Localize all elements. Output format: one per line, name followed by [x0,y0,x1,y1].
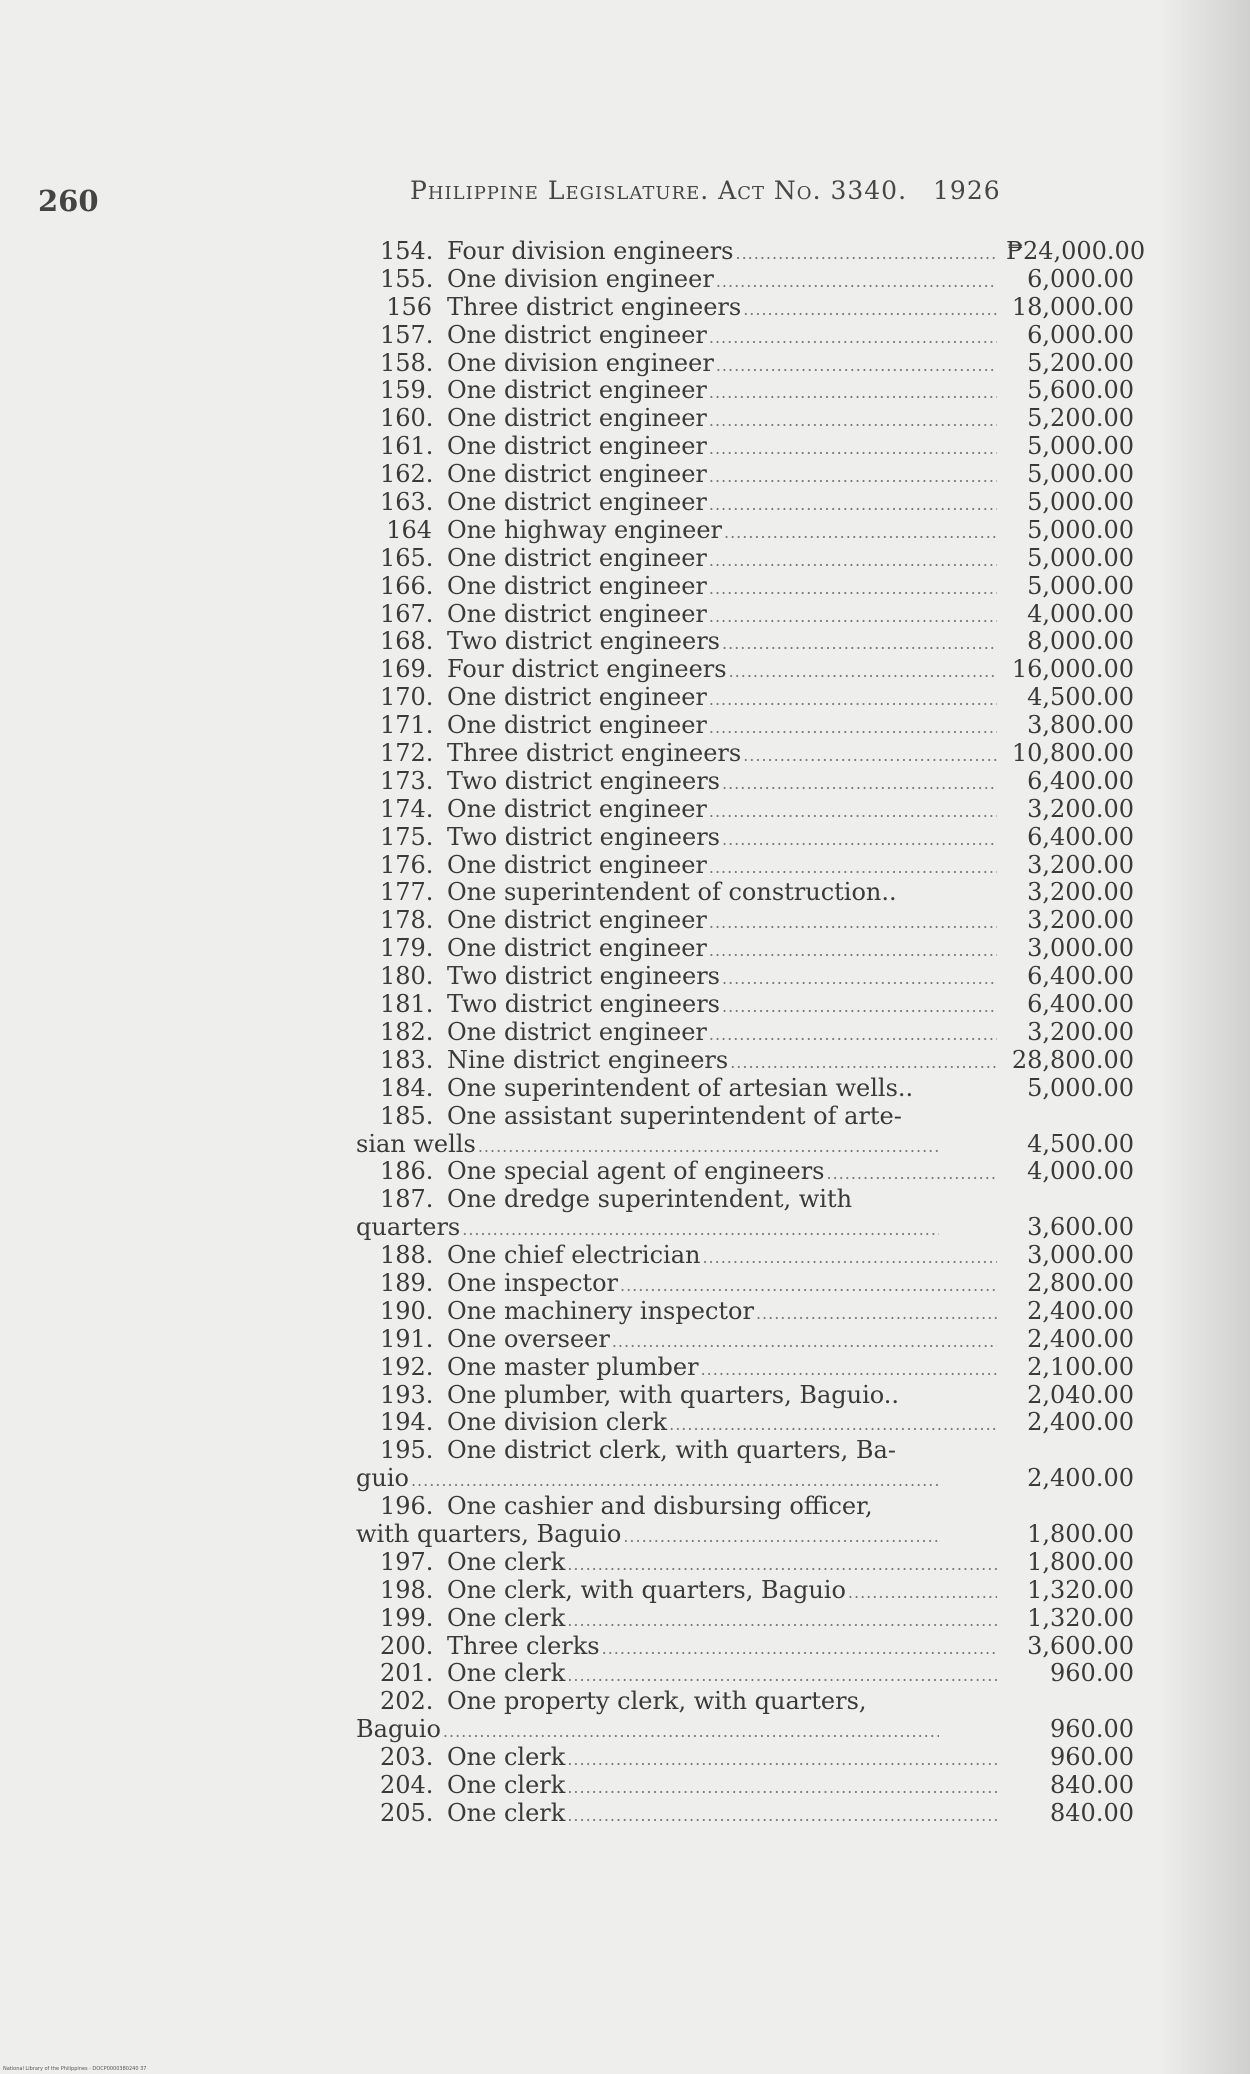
item-description: Three clerks ..... [447,1633,997,1663]
item-description: One division engineer ..... [447,266,997,296]
list-item [356,322,1138,350]
running-head-title: Philippine Legislature. Act No. 3340. [410,176,908,205]
item-amount: 4,000.00 [1027,599,1134,628]
item-number: 161. [380,432,434,461]
item-amount: 3,200.00 [1027,906,1134,935]
list-item [356,266,1138,294]
item-number: 202. [380,1687,434,1716]
item-number: 188. [380,1241,434,1270]
item-description: One district engineer ..... [447,684,997,714]
list-item [356,1744,1138,1772]
item-amount: 3,200.00 [1027,794,1134,823]
list-item [356,768,1138,796]
list-item [356,433,1138,461]
item-description: One machinery inspector ..... [447,1298,997,1328]
item-amount: 6,000.00 [1027,264,1134,293]
list-item [356,1605,1138,1633]
item-number: 167. [380,599,434,628]
item-amount: 16,000.00 [1011,655,1134,684]
item-description: One clerk, with quarters, Baguio ..... [447,1577,997,1607]
item-number: 176. [380,850,434,879]
item-description: guio ..... [356,1465,939,1495]
item-amount: 10,800.00 [1011,739,1134,768]
item-amount: 28,800.00 [1011,1045,1134,1074]
item-description: Three district engineers ..... [447,740,997,770]
list-item [356,1772,1138,1800]
item-amount: 3,000.00 [1027,1241,1134,1270]
item-description: One district engineer ..... [447,545,997,575]
item-amount: 5,000.00 [1027,488,1134,517]
item-description: One inspector ..... [447,1270,997,1300]
list-item [356,601,1138,629]
item-description: One clerk ..... [447,1772,997,1802]
item-amount: 1,320.00 [1027,1603,1134,1632]
item-description: One district engineer ..... [447,377,997,407]
list-item [356,1716,1138,1744]
footer-credit: National Library of the Philippines · DOCP0000380240 37 [3,2066,147,2072]
item-number: 179. [380,934,434,963]
page-edge-shadow [1160,0,1250,2074]
item-number: 173. [380,766,434,795]
item-amount: 3,600.00 [1027,1631,1134,1660]
item-description: One district engineer ..... [447,935,997,965]
item-description: One district engineer ..... [447,489,997,519]
item-description: One chief electrician ..... [447,1242,997,1272]
item-amount: 1,320.00 [1027,1575,1134,1604]
list-item [356,852,1138,880]
item-amount: 1,800.00 [1027,1519,1134,1548]
item-number: 183. [380,1045,434,1074]
list-item [356,796,1138,824]
list-item [356,1354,1138,1382]
list-item [356,1326,1138,1354]
running-head-year: 1926 [933,176,1001,205]
item-description: One property clerk, with quarters, [447,1688,867,1716]
list-item [356,963,1138,991]
item-number: 169. [380,655,434,684]
item-number: 201. [380,1659,434,1688]
item-description: One district engineer ..... [447,322,997,352]
item-amount: 4,500.00 [1027,1129,1134,1158]
list-item [356,991,1138,1019]
item-number: 164 [386,515,432,544]
item-number: 154. [380,237,434,265]
item-amount: 6,400.00 [1027,822,1134,851]
item-number: 175. [380,822,434,851]
item-description: Baguio ..... [356,1716,939,1746]
list-item [356,656,1138,684]
list-item [356,237,1146,266]
item-description: One clerk ..... [447,1660,997,1690]
list-item [356,712,1138,740]
item-description: One district clerk, with quarters, Ba- [447,1437,896,1465]
list-item [356,1131,1138,1159]
item-number: 157. [380,320,434,349]
item-amount: 18,000.00 [1011,292,1134,321]
item-description: One master plumber ..... [447,1354,997,1384]
item-amount: 840.00 [1050,1770,1134,1799]
item-description: One district engineer ..... [447,461,997,491]
item-description: One cashier and disbursing officer, [447,1493,873,1521]
item-description: sian wells ..... [356,1131,939,1161]
item-number: 165. [380,543,434,572]
item-amount: 1,800.00 [1027,1547,1134,1576]
list-item [356,1047,1138,1075]
item-description: One district engineer ..... [447,405,997,435]
item-amount: 4,000.00 [1027,1157,1134,1186]
item-amount: 5,200.00 [1027,404,1134,433]
item-description: One assistant superintendent of arte- [447,1102,902,1130]
item-description: One district engineer ..... [447,601,997,631]
item-amount: 2,400.00 [1027,1296,1134,1325]
item-description: One clerk ..... [447,1605,997,1635]
list-item [356,405,1138,433]
item-description: One superintendent of construction.. [447,879,897,907]
appropriation-list [356,237,1146,1828]
list-item [356,377,1138,405]
item-number: 174. [380,794,434,823]
list-item [356,1075,1138,1103]
list-item [356,628,1138,656]
item-description: Four district engineers ..... [447,656,997,686]
list-item [356,1521,1138,1549]
item-description: Four division engineers ..... [447,238,997,268]
item-number: 195. [380,1436,434,1465]
item-amount: 5,000.00 [1027,571,1134,600]
list-item [356,1382,1138,1410]
item-number: 162. [380,460,434,489]
item-number: 180. [380,962,434,991]
item-number: 158. [380,348,434,377]
item-description: Two district engineers ..... [447,991,997,1021]
list-item [356,1437,1138,1465]
list-item [356,740,1138,768]
item-description: One plumber, with quarters, Baguio.. [447,1381,900,1409]
item-amount: 2,400.00 [1027,1408,1134,1437]
item-amount: 5,200.00 [1027,348,1134,377]
list-item [356,879,1138,907]
item-description: One district engineer ..... [447,852,997,882]
item-description: One clerk ..... [447,1744,997,1774]
item-number: 205. [380,1798,434,1827]
item-number: 182. [380,1017,434,1046]
item-number: 193. [380,1380,434,1409]
running-head [410,176,1001,205]
item-amount: 3,200.00 [1027,878,1134,907]
item-number: 190. [380,1296,434,1325]
list-item [356,1633,1138,1661]
item-description: One division engineer ..... [447,350,997,380]
list-item [356,1465,1138,1493]
item-description: One clerk ..... [447,1800,997,1830]
item-amount: 6,000.00 [1027,320,1134,349]
item-amount: 2,040.00 [1027,1380,1134,1409]
item-amount: 5,000.00 [1027,1073,1134,1102]
item-number: 194. [380,1408,434,1437]
list-item [356,907,1138,935]
item-description: One district engineer ..... [447,712,997,742]
item-amount: 2,400.00 [1027,1324,1134,1353]
list-item [356,1186,1138,1214]
item-number: 172. [380,739,434,768]
item-number: 168. [380,627,434,656]
item-description: One district engineer ..... [447,573,997,603]
item-amount: 3,000.00 [1027,934,1134,963]
item-number: 187. [380,1185,434,1214]
item-amount: 5,000.00 [1027,460,1134,489]
list-item [356,684,1138,712]
list-item [356,350,1138,378]
page-number: 260 [38,184,99,218]
item-number: 177. [380,878,434,907]
item-number: 155. [380,264,434,293]
item-amount: 5,600.00 [1027,376,1134,405]
item-description: Nine district engineers ..... [447,1047,997,1077]
item-number: 203. [380,1743,434,1772]
list-item [356,1103,1138,1131]
item-number: 156 [386,292,432,321]
list-item [356,1242,1138,1270]
item-amount: 6,400.00 [1027,990,1134,1019]
item-description: Two district engineers ..... [447,768,997,798]
item-amount: 5,000.00 [1027,432,1134,461]
list-item [356,935,1138,963]
list-item [356,489,1138,517]
item-number: 198. [380,1575,434,1604]
list-item [356,1660,1138,1688]
item-number: 196. [380,1492,434,1521]
item-number: 185. [380,1101,434,1130]
item-amount: 6,400.00 [1027,962,1134,991]
list-item [356,1214,1138,1242]
item-description: One district engineer ..... [447,796,997,826]
item-number: 171. [380,711,434,740]
item-number: 189. [380,1268,434,1297]
item-amount: 8,000.00 [1027,627,1134,656]
item-amount: 960.00 [1050,1659,1134,1688]
item-amount: 5,000.00 [1027,543,1134,572]
item-number: 186. [380,1157,434,1186]
item-description: Three district engineers ..... [447,294,997,324]
item-amount: 840.00 [1050,1798,1134,1827]
item-amount: 3,600.00 [1027,1213,1134,1242]
item-description: One district engineer ..... [447,907,997,937]
item-amount: 960.00 [1050,1743,1134,1772]
item-amount: 3,200.00 [1027,850,1134,879]
list-item [356,1688,1138,1716]
item-number: 191. [380,1324,434,1353]
item-number: 163. [380,488,434,517]
item-number: 170. [380,683,434,712]
list-item [356,1270,1138,1298]
item-number: 192. [380,1352,434,1381]
item-amount: 2,800.00 [1027,1268,1134,1297]
item-description: Two district engineers ..... [447,628,997,658]
item-description: One division clerk ..... [447,1409,997,1439]
item-amount: ₱24,000.00 [1006,237,1146,265]
item-number: 166. [380,571,434,600]
item-description: One district engineer ..... [447,433,997,463]
item-description: One overseer ..... [447,1326,997,1356]
list-item [356,517,1138,545]
item-description: One clerk ..... [447,1549,997,1579]
item-number: 160. [380,404,434,433]
item-number: 181. [380,990,434,1019]
item-description: quarters ..... [356,1214,939,1244]
item-amount: 5,000.00 [1027,515,1134,544]
item-description: Two district engineers ..... [447,963,997,993]
item-number: 204. [380,1770,434,1799]
item-number: 178. [380,906,434,935]
list-item [356,824,1138,852]
item-amount: 2,100.00 [1027,1352,1134,1381]
list-item [356,1409,1138,1437]
item-description: One special agent of engineers ..... [447,1158,997,1188]
list-item [356,1158,1138,1186]
item-number: 159. [380,376,434,405]
item-amount: 2,400.00 [1027,1464,1134,1493]
item-description: One dredge superintendent, with [447,1186,853,1214]
item-description: One district engineer ..... [447,1019,997,1049]
item-number: 197. [380,1547,434,1576]
list-item [356,1800,1138,1828]
item-number: 199. [380,1603,434,1632]
item-amount: 3,200.00 [1027,1017,1134,1046]
item-description: One highway engineer ..... [447,517,997,547]
list-item [356,545,1138,573]
item-amount: 4,500.00 [1027,683,1134,712]
list-item [356,294,1138,322]
item-number: 200. [380,1631,434,1660]
list-item [356,1577,1138,1605]
item-amount: 960.00 [1050,1715,1134,1744]
item-amount: 3,800.00 [1027,711,1134,740]
item-description: One superintendent of artesian wells.. [447,1074,914,1102]
item-number: 184. [380,1073,434,1102]
list-item [356,1493,1138,1521]
item-description: Two district engineers ..... [447,824,997,854]
list-item [356,573,1138,601]
list-item [356,461,1138,489]
list-item [356,1298,1138,1326]
item-amount: 6,400.00 [1027,766,1134,795]
list-item [356,1549,1138,1577]
item-description: with quarters, Baguio ..... [356,1521,939,1551]
list-item [356,1019,1138,1047]
